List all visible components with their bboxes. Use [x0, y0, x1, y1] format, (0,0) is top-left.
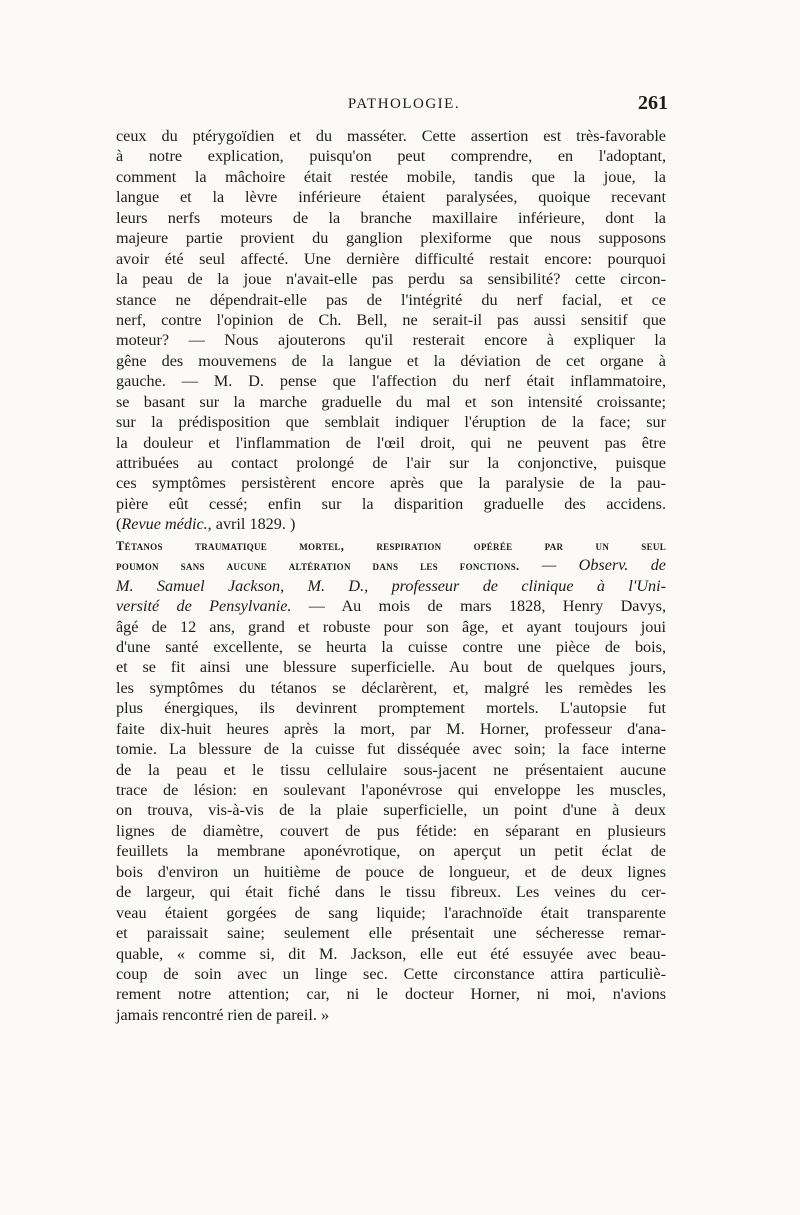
section-title-line-2 — [116, 555, 666, 575]
section-title-observ: — Observ. de — [541, 556, 666, 575]
text-line: ceux du ptérygoïdien et du masséter. Cette assertion est très-favorable — [116, 127, 666, 145]
section-title-line-1 — [116, 535, 666, 555]
text-line: coup de soin avec un linge sec. Cette circonstance attira particuliè- — [116, 964, 666, 983]
text-line: leurs nerfs moteurs de la branche maxillaire inférieure, dont la — [116, 208, 666, 227]
text-line: se basant sur la marche graduelle du mal et son intensité croissante; — [116, 392, 666, 411]
text-line: moteur? — Nous ajouterons qu'il resterait encore à expliquer la — [116, 331, 666, 350]
paragraph-lines-2 — [116, 617, 666, 1026]
text-line: attribuées au contact prolongé de l'air sur la conjonctive, puisque — [116, 454, 666, 472]
text-line: quable, « comme si, dit M. Jackson, elle eut été essuyée avec beau- — [116, 944, 666, 963]
text-line: tomie. La blessure de la cuisse fut disséquée avec soin; la face interne — [116, 740, 666, 759]
text-line: âgé de 12 ans, grand et robuste pour son âge, et ayant toujours joui — [116, 617, 666, 636]
text-line: d'une santé excellente, se heurta la cuisse contre une pièce de bois, — [116, 637, 666, 656]
section-title-caps-2: poumon sans aucune altération dans les fonctions. — [116, 559, 520, 574]
text-line: trace de lésion: en soulevant l'aponévrose qui enveloppe les muscles, — [116, 781, 666, 799]
text-line: comment la mâchoire était restée mobile, tandis que la joue, la — [116, 167, 666, 186]
page-number: 261 — [638, 92, 668, 114]
text-line: et paraissait saine; seulement elle présentait une sécheresse remar- — [116, 924, 666, 943]
text-line: nerf, contre l'opinion de Ch. Bell, ne serait-il pas aussi sensitif que — [116, 310, 666, 329]
text-line: gauche. — M. D. pense que l'affection du nerf était inflammatoire, — [116, 372, 666, 391]
university-rest: — Au mois de mars 1828, Henry Davys, — [308, 597, 666, 616]
citation-date: , avril 1829. ) — [207, 515, 296, 534]
text-line: la douleur et l'inflammation de l'œil droit, qui ne peuvent pas être — [116, 433, 666, 452]
citation-source: Revue médic. — [121, 515, 208, 534]
body-text — [116, 126, 666, 1025]
text-line: stance ne dépendrait-elle pas de l'intégrité du nerf facial, et ce — [116, 290, 666, 309]
text-line: la peau de la joue n'avait-elle pas perdu sa sensibilité? cette circon- — [116, 270, 666, 289]
text-line: jamais rencontré rien de pareil. » — [116, 1005, 330, 1024]
page-header — [140, 92, 668, 122]
text-line: langue et la lèvre inférieure étaient paralysées, quoique recevant — [116, 188, 666, 207]
text-line: feuillets la membrane aponévrotique, on aperçut un petit éclat de — [116, 842, 666, 861]
text-line: sur la prédisposition que semblait indiquer l'éruption de la face; sur — [116, 413, 666, 432]
text-line: avoir été seul affecté. Une dernière difficulté restait encore: pourquoi — [116, 249, 666, 268]
author-line — [116, 576, 666, 596]
university-line — [116, 596, 666, 616]
text-line: de largeur, qui était fiché dans le tissu fibreux. Les veines du cer- — [116, 883, 666, 902]
text-line: faite dix-huit heures après la mort, par M. Horner, professeur d'ana- — [116, 719, 666, 738]
text-line: gêne des mouvemens de la langue et la déviation de cet organe à — [116, 351, 666, 370]
section-title-caps: Tétanos traumatique mortel, respiration opérée par un seul — [116, 538, 666, 553]
university-italic: versité de Pensylvanie. — [116, 597, 292, 616]
text-line: à notre explication, puisqu'on peut comprendre, en l'adoptant, — [116, 147, 666, 166]
paragraph-lines — [116, 126, 666, 514]
text-line: veau étaient gorgées de sang liquide; l'arachnoïde était transparente — [116, 903, 666, 922]
text-line: lignes de diamètre, couvert de pus fétide: en séparant en plusieurs — [116, 821, 666, 840]
citation-line: (Revue médic., avril 1829. ) — [116, 515, 296, 534]
text-line: bois d'environ un huitième de pouce de longueur, et de deux lignes — [116, 862, 666, 881]
text-line: de la peau et le tissu cellulaire sous-jacent ne présentaient aucune — [116, 760, 666, 779]
text-line: ces symptômes persistèrent encore après que la paralysie de la pau- — [116, 474, 666, 493]
text-line: plus énergiques, ils devinrent promptement mortels. L'autopsie fut — [116, 699, 666, 718]
text-line: on trouva, vis-à-vis de la plaie superficielle, un point d'une à deux — [116, 801, 666, 820]
text-line: et se fit ainsi une blessure superficielle. Au bout de quelques jours, — [116, 658, 666, 677]
text-line: pière eût cessé; enfin sur la disparition graduelle des accidens. — [116, 494, 666, 513]
text-line: les symptômes du tétanos se déclarèrent, et, malgré les remèdes les — [116, 678, 666, 697]
text-line: majeure partie provient du ganglion plexiforme que nous supposons — [116, 229, 666, 248]
text-line: rement notre attention; car, ni le docteur Horner, ni moi, n'avions — [116, 985, 666, 1004]
author-italic: M. Samuel Jackson, M. D., professeur de clinique à l'Uni- — [116, 576, 666, 595]
running-title: PATHOLOGIE. — [347, 96, 461, 112]
